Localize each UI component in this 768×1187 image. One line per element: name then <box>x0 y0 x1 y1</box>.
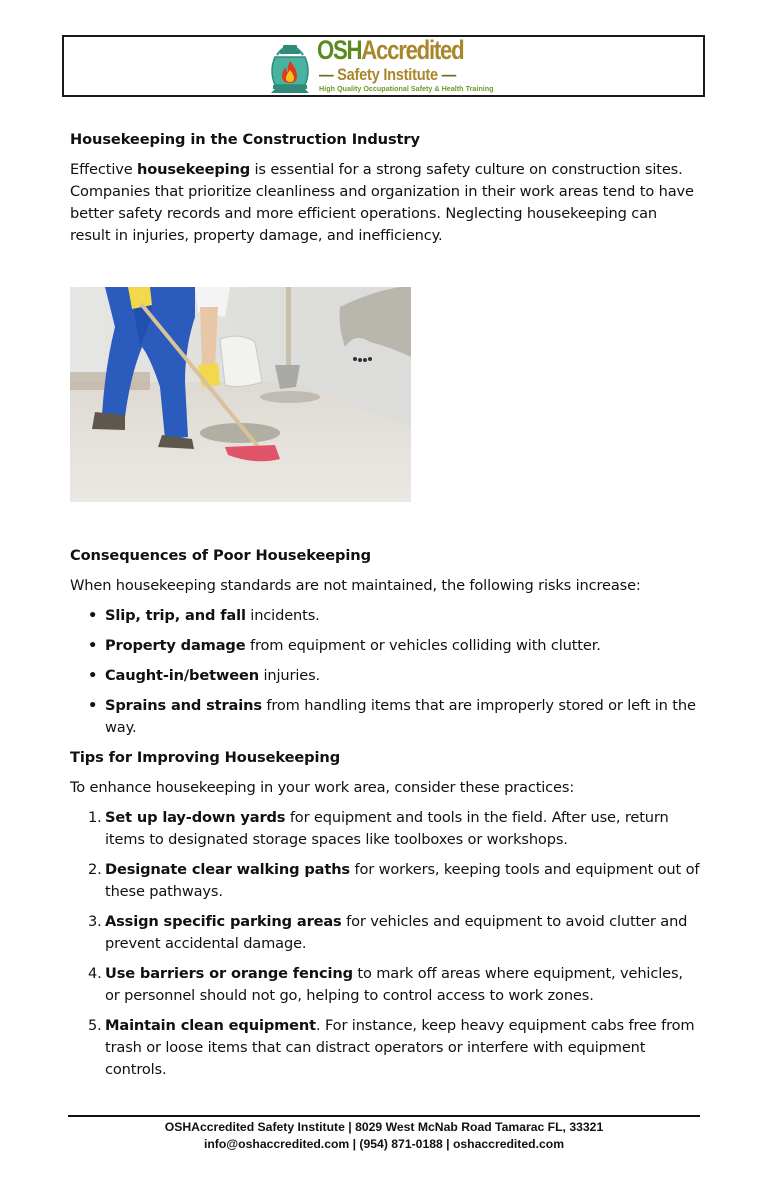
tips-lead: To enhance housekeeping in your work area, consider these practices: <box>70 779 575 796</box>
tip-item <box>70 807 700 851</box>
tip-text: for vehicles and equipment to avoid clutter and prevent accidental damage. <box>105 913 688 952</box>
consequence-bold: Sprains and strains <box>105 697 262 714</box>
intro-paragraph <box>70 159 695 247</box>
tip-number: 3. <box>88 913 102 930</box>
consequence-bold: Caught-in/between <box>105 667 259 684</box>
tips-list <box>70 807 700 1081</box>
tip-text: for equipment and tools in the field. After use, return items to designated storage spaces like toolboxes or workshops. <box>105 809 669 848</box>
logo-dash-left: — <box>319 65 334 84</box>
logo-subtitle <box>319 65 456 85</box>
footer-contact: info@oshaccredited.com | (954) 871-0188 | oshaccredited.com <box>203 1137 565 1151</box>
consequences-lead: When housekeeping standards are not maintained, the following risks increase: <box>70 577 641 594</box>
logo-title-accredited: Accredited <box>361 35 464 65</box>
tip-bold: Designate clear walking paths <box>105 861 350 878</box>
intro-text-end: is essential for a strong safety culture on construction sites. Companies that prioritize cleanliness and organization in their work areas tend to have better safety records and more efficient operations. Neglecting housekeeping can result in injuries, property damage, and inefficiency. <box>70 161 694 244</box>
tip-item <box>70 963 700 1007</box>
footer <box>68 1119 700 1153</box>
bullet-icon: • <box>88 637 98 654</box>
logo-subtitle-text: Safety Institute <box>337 65 438 84</box>
page-title: Housekeeping in the Construction Industry <box>70 131 420 148</box>
tip-number: 4. <box>88 965 102 982</box>
tip-bold: Use barriers or orange fencing <box>105 965 353 982</box>
header-logo-box <box>62 35 705 97</box>
consequence-text: from handling items that are improperly stored or left in the way. <box>105 697 696 736</box>
tip-text: . For instance, keep heavy equipment cabs free from trash or loose items that can distract operators or interfere with equipment controls. <box>105 1017 695 1078</box>
tip-bold: Maintain clean equipment <box>105 1017 316 1034</box>
photo-illustration <box>70 287 411 502</box>
tip-item <box>70 859 700 903</box>
lantern-flame-icon <box>267 39 313 95</box>
bullet-icon: • <box>88 607 98 624</box>
consequences-list <box>70 605 700 739</box>
tip-number: 1. <box>88 809 102 826</box>
tip-number: 5. <box>88 1017 102 1034</box>
consequence-item <box>70 695 700 739</box>
footer-address: OSHAccredited Safety Institute | 8029 West McNab Road Tamarac FL, 33321 <box>164 1120 604 1134</box>
bullet-icon: • <box>88 697 98 714</box>
intro-bold-term: housekeeping <box>137 161 251 178</box>
logo-dash-right: — <box>441 65 457 84</box>
consequence-item <box>70 605 700 627</box>
consequences-and-tips-section <box>70 545 700 1089</box>
consequence-text: injuries. <box>258 667 321 684</box>
tip-item <box>70 911 700 955</box>
tips-heading: Tips for Improving Housekeeping <box>70 749 341 766</box>
tip-bold: Set up lay-down yards <box>105 809 286 826</box>
tip-item <box>70 1015 700 1081</box>
logo-tagline: High Quality Occupational Safety & Health Training <box>319 84 494 93</box>
consequence-text: incidents. <box>245 607 320 624</box>
consequence-bold: Slip, trip, and fall <box>105 607 246 624</box>
logo-title-osh: OSH <box>317 35 362 65</box>
consequences-heading: Consequences of Poor Housekeeping <box>70 547 371 564</box>
footer-divider <box>68 1115 700 1117</box>
consequence-item <box>70 665 700 687</box>
tip-number: 2. <box>88 861 102 878</box>
consequence-item <box>70 635 700 657</box>
tip-text: to mark off areas where equipment, vehicles, or personnel should not go, helping to control access to work zones. <box>105 965 683 1004</box>
logo-title <box>317 35 463 65</box>
company-logo <box>267 35 507 94</box>
consequence-text: from equipment or vehicles colliding with clutter. <box>245 637 601 654</box>
consequence-bold: Property damage <box>105 637 246 654</box>
intro-text-start: Effective <box>70 161 138 178</box>
tip-text: for workers, keeping tools and equipment out of these pathways. <box>105 861 700 900</box>
bullet-icon: • <box>88 667 98 684</box>
worker-sweeping-photo <box>70 287 411 502</box>
tip-bold: Assign specific parking areas <box>105 913 342 930</box>
intro-section <box>70 126 695 247</box>
